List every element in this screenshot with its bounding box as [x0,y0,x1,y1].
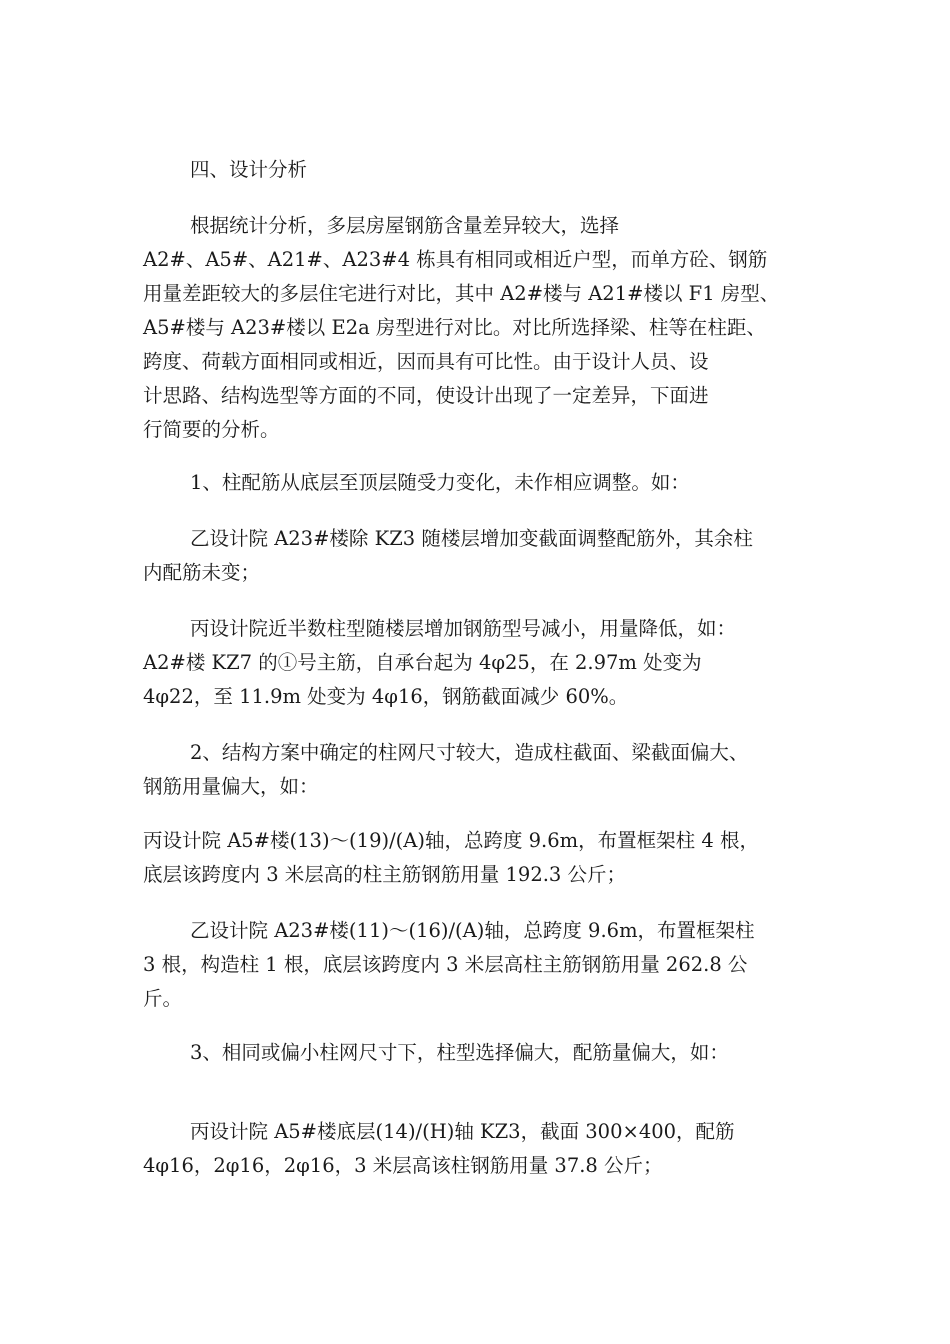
paragraph-line: 跨度、荷载方面相同或相近，因而具有可比性。由于设计人员、设 [143,350,709,373]
paragraph-line: 计思路、结构选型等方面的不同，使设计出现了一定差异，下面进 [143,384,709,407]
paragraph-line: A2#楼 KZ7 的①号主筋，自承台起为 4φ25，在 2.97m 处变为 [143,651,702,674]
paragraph-line: 钢筋用量偏大，如： [143,775,319,798]
paragraph-line: 斤。 [143,987,183,1010]
paragraph-line: 用量差距较大的多层住宅进行对比，其中 A2#楼与 A21#楼以 F1 房型、 [143,282,780,305]
paragraph-line: 丙设计院近半数柱型随楼层增加钢筋型号减小，用量降低，如： [190,617,737,640]
paragraph-line: 乙设计院 A23#楼(11)～(16)/(A)轴，总跨度 9.6m，布置框架柱 [190,919,755,942]
paragraph-line: A5#楼与 A23#楼以 E2a 房型进行对比。对比所选择梁、柱等在柱距、 [143,316,766,339]
paragraph-line: 内配筋未变； [143,561,261,584]
paragraph-line: A2#、A5#、A21#、A23#4 栋具有相同或相近户型，而单方砼、钢筋 [143,248,768,271]
paragraph-line: 底层该跨度内 3 米层高的柱主筋钢筋用量 192.3 公斤； [143,863,627,886]
paragraph-line: 1、柱配筋从底层至顶层随受力变化，未作相应调整。如： [190,471,690,494]
paragraph-line: 4φ16，2φ16，2φ16，3 米层高该柱钢筋用量 37.8 公斤； [143,1154,663,1177]
paragraph-line: 丙设计院 A5#楼底层(14)/(H)轴 KZ3，截面 300×400，配筋 [190,1120,735,1143]
paragraph-line: 3、相同或偏小柱网尺寸下，柱型选择偏大，配筋量偏大，如： [190,1041,729,1064]
paragraph-line: 根据统计分析，多层房屋钢筋含量差异较大，选择 [190,214,620,237]
section-heading: 四、设计分析 [190,158,308,181]
paragraph-line: 2、结构方案中确定的柱网尺寸较大，造成柱截面、梁截面偏大、 [190,741,749,764]
paragraph-line: 乙设计院 A23#楼除 KZ3 随楼层增加变截面调整配筋外，其余柱 [190,527,753,550]
paragraph-line: 3 根，构造柱 1 根，底层该跨度内 3 米层高柱主筋钢筋用量 262.8 公 [143,953,748,976]
paragraph-line: 丙设计院 A5#楼(13)～(19)/(A)轴，总跨度 9.6m，布置框架柱 4 根， [143,829,759,852]
paragraph-line: 行简要的分析。 [143,418,280,441]
paragraph-line: 4φ22，至 11.9m 处变为 4φ16，钢筋截面减少 60%。 [143,685,629,708]
